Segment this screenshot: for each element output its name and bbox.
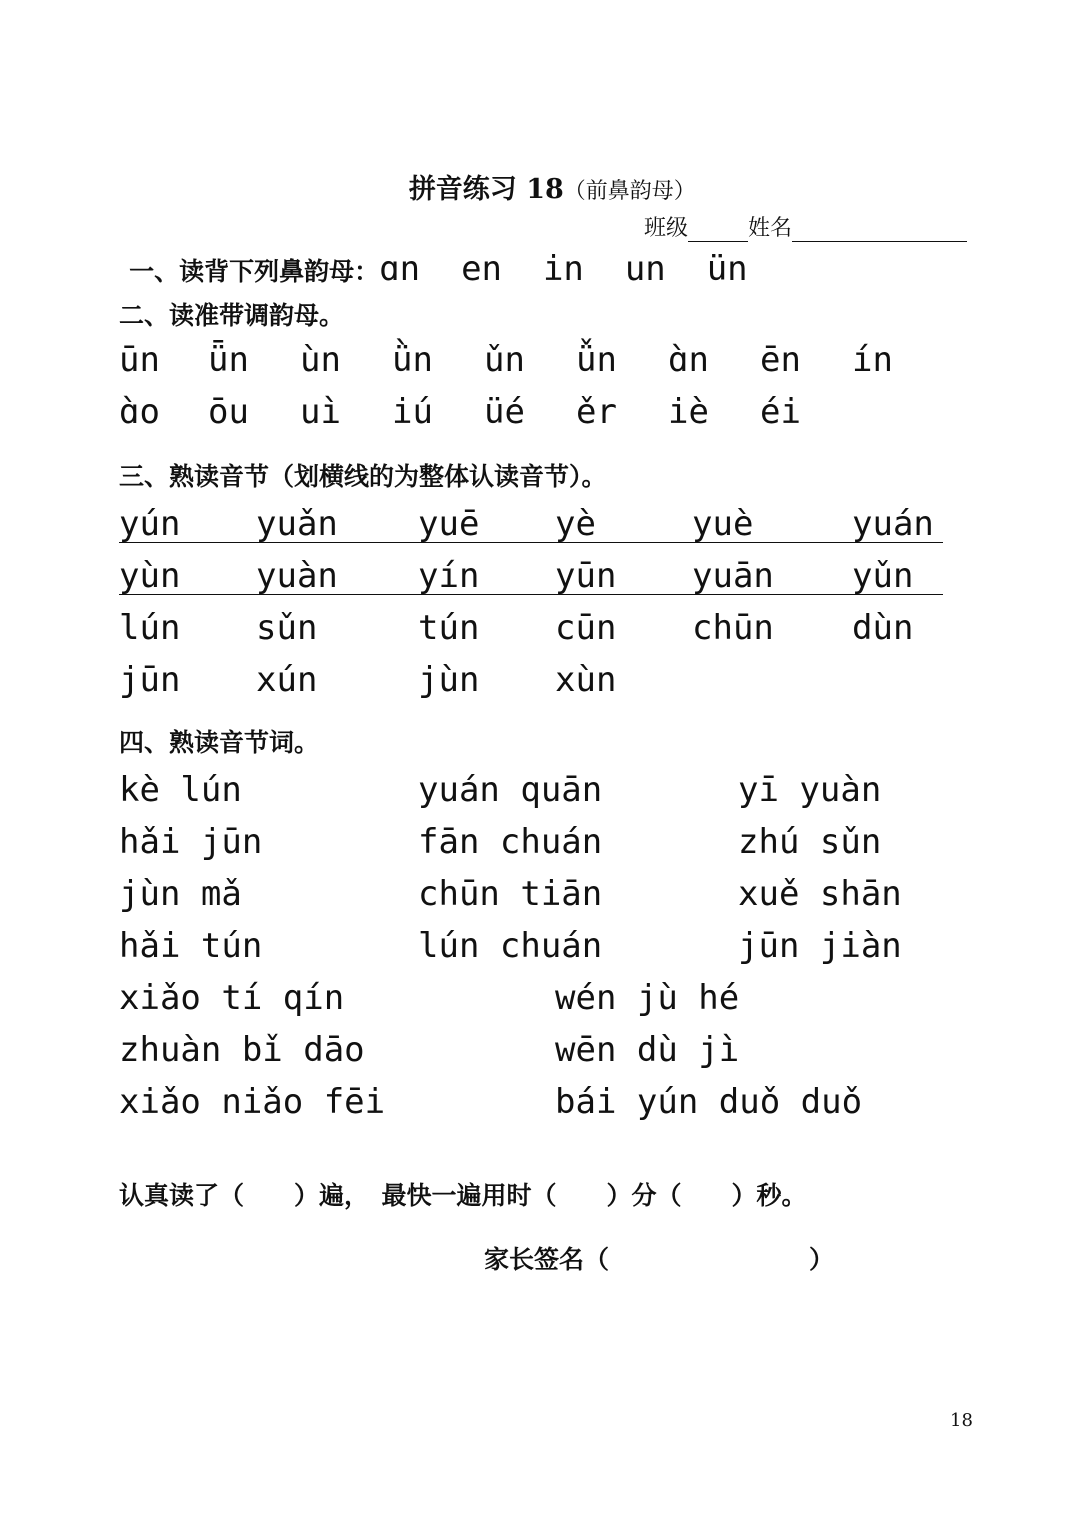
- syllable-vowel: uì: [300, 392, 341, 432]
- section1: [119, 230, 748, 289]
- syllable: yuān: [692, 556, 774, 596]
- word-phrase: kè lún: [119, 770, 242, 810]
- underline-row-1: [119, 542, 943, 543]
- word-phrase: lún chuán: [418, 926, 603, 966]
- syllable: cūn: [555, 608, 617, 648]
- syllable: yuàn: [256, 556, 338, 596]
- word-phrase: hǎi tún: [119, 926, 263, 966]
- syllable: tún: [418, 608, 480, 648]
- syllable: yuē: [418, 504, 480, 544]
- syllable: yuǎn: [256, 504, 338, 544]
- syllable-vowel: iè: [668, 392, 709, 432]
- name-label: 姓名: [748, 216, 793, 241]
- syllable-vowel: ùn: [300, 340, 341, 380]
- title-sub: （前鼻韵母）: [563, 179, 696, 204]
- section1-items: ɑn en in un ün: [379, 249, 748, 289]
- word-phrase: chūn tiān: [418, 874, 603, 914]
- syllable-vowel: ěr: [576, 392, 617, 432]
- syllable: yùn: [119, 556, 181, 596]
- word-phrase: bái yún duǒ duǒ: [555, 1082, 863, 1122]
- class-label: 班级: [644, 216, 689, 241]
- word-phrase: zhuàn bǐ dāo: [119, 1030, 365, 1070]
- parent-sign-line: 家长签名（ ）: [484, 1245, 835, 1274]
- word-phrase: xiǎo tí qín: [119, 978, 345, 1018]
- syllable-vowel: ɑ̀n: [668, 340, 709, 380]
- section2-heading: 二、读准带调韵母。: [119, 301, 345, 330]
- word-phrase: yuán quān: [418, 770, 603, 810]
- syllable-vowel: iú: [392, 392, 433, 432]
- syllable: lún: [119, 608, 181, 648]
- word-phrase: yī yuàn: [738, 770, 882, 810]
- syllable: yǔn: [852, 556, 914, 596]
- syllable: yūn: [555, 556, 617, 596]
- syllable-vowel: üé: [484, 392, 525, 432]
- syllable-vowel: ūn: [119, 340, 160, 380]
- syllable: xún: [256, 660, 318, 700]
- word-phrase: hǎi jūn: [119, 822, 263, 862]
- read-times-line: 认真读了（ ）遍， 最快一遍用时（ ）分（ ）秒。: [119, 1181, 807, 1210]
- word-phrase: xuě shān: [738, 874, 902, 914]
- syllable-vowel: ǜn: [392, 340, 433, 380]
- name-blank: [792, 219, 967, 242]
- syllable-vowel: ín: [852, 340, 893, 380]
- word-phrase: jùn mǎ: [119, 874, 242, 914]
- word-phrase: wēn dù jì: [555, 1030, 740, 1070]
- syllable-vowel: éi: [760, 392, 801, 432]
- syllable: yuè: [692, 504, 754, 544]
- syllable: dùn: [852, 608, 914, 648]
- syllable-vowel: ēn: [760, 340, 801, 380]
- page-number: 18: [950, 1410, 973, 1431]
- syllable-vowel: ōu: [208, 392, 249, 432]
- word-phrase: fān chuán: [418, 822, 603, 862]
- syllable: jūn: [119, 660, 181, 700]
- syllable: jùn: [418, 660, 480, 700]
- syllable-vowel: ɑ̀o: [119, 392, 160, 432]
- word-phrase: wén jù hé: [555, 978, 740, 1018]
- title-main: 拼音练习 18: [408, 174, 564, 205]
- syllable: chūn: [692, 608, 774, 648]
- syllable: xùn: [555, 660, 617, 700]
- word-phrase: zhú sǔn: [738, 822, 882, 862]
- section3-heading: 三、熟读音节（划横线的为整体认读音节）。: [119, 462, 607, 491]
- syllable: yín: [418, 556, 480, 596]
- syllable-vowel: ǖn: [208, 340, 249, 380]
- syllable: yún: [119, 504, 181, 544]
- section4-heading: 四、熟读音节词。: [119, 728, 320, 757]
- word-phrase: jūn jiàn: [738, 926, 902, 966]
- syllable: yè: [555, 504, 596, 544]
- syllable-vowel: ǔn: [484, 340, 525, 380]
- underline-row-2: [119, 594, 943, 595]
- syllable: yuán: [852, 504, 934, 544]
- syllable: sǔn: [256, 608, 318, 648]
- syllable-vowel: ǚn: [576, 340, 617, 380]
- word-phrase: xiǎo niǎo fēi: [119, 1082, 386, 1122]
- section1-heading: 一、读背下列鼻韵母：: [129, 257, 380, 286]
